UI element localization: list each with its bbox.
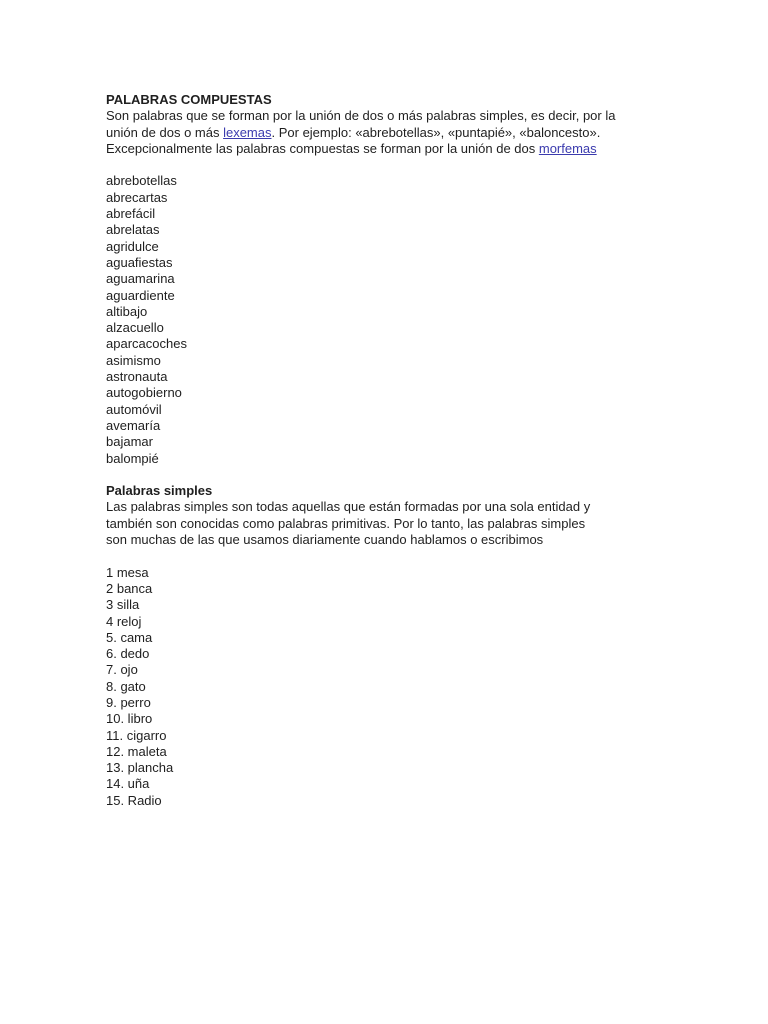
list-item: 5. cama — [106, 629, 153, 645]
list-item: abrefácil — [106, 206, 156, 222]
list-item: 14. uña — [106, 776, 150, 792]
compound-word-list — [106, 173, 662, 466]
list-item: 9. perro — [106, 694, 151, 710]
list-item: 6. dedo — [106, 646, 150, 662]
list-item: astronauta — [106, 369, 168, 385]
spacer — [106, 157, 662, 173]
list-item: avemaría — [106, 417, 161, 433]
section-title-compound: PALABRAS COMPUESTAS — [106, 92, 272, 107]
list-item: 2 banca — [106, 580, 153, 596]
list-item: 12. maleta — [106, 743, 167, 759]
intro-text: unión de dos o más — [106, 124, 224, 140]
list-item: 15. Radio — [106, 792, 162, 808]
compound-intro-line-1 — [106, 108, 662, 124]
list-item: aguafiestas — [106, 254, 173, 270]
list-item: balompié — [106, 450, 159, 466]
simple-intro-line-2: también son conocidas como palabras primitivas. Por lo tanto, las palabras simples — [106, 515, 586, 531]
spacer — [106, 467, 662, 483]
list-item: aparcacoches — [106, 336, 187, 352]
list-item: 8. gato — [106, 678, 146, 694]
simple-intro-line-3: son muchas de las que usamos diariamente cuando hablamos o escribimos — [106, 532, 544, 548]
compound-intro-line-2 — [106, 125, 662, 141]
list-item: autogobierno — [106, 385, 182, 401]
simple-word-list — [106, 565, 662, 809]
intro-text: . Por ejemplo: «abrebotellas», «puntapié», «baloncesto». — [271, 124, 601, 140]
list-item: alzacuello — [106, 320, 164, 336]
list-item: 1 mesa — [106, 564, 149, 580]
intro-text: Son palabras que se forman por la unión de dos o más palabras simples, es decir, por la — [106, 108, 616, 124]
list-item: aguamarina — [106, 271, 175, 287]
list-item: altibajo — [106, 303, 148, 319]
list-item: abrebotellas — [106, 173, 177, 189]
intro-text: Excepcionalmente las palabras compuestas se forman por la unión de dos — [106, 140, 539, 156]
list-item: agridulce — [106, 238, 159, 254]
list-item: 7. ojo — [106, 662, 138, 678]
list-item: 4 reloj — [106, 613, 142, 629]
list-item: abrecartas — [106, 189, 168, 205]
list-item: abrelatas — [106, 222, 160, 238]
list-item: bajamar — [106, 434, 153, 450]
list-item: aguardiente — [106, 287, 175, 303]
document-page — [106, 92, 662, 809]
list-item: 10. libro — [106, 711, 153, 727]
list-item: 11. cigarro — [106, 727, 167, 743]
list-item: automóvil — [106, 401, 162, 417]
spacer — [106, 548, 662, 564]
section-title-simple: Palabras simples — [106, 483, 213, 499]
compound-intro-line-3 — [106, 141, 662, 157]
list-item: 13. plancha — [106, 760, 174, 776]
link-lexemas[interactable]: lexemas — [223, 124, 272, 140]
list-item: asimismo — [106, 352, 161, 368]
link-morfemas[interactable]: morfemas — [538, 140, 597, 156]
simple-intro-line-1: Las palabras simples son todas aquellas que están formadas por una sola entidad y — [106, 499, 591, 515]
list-item: 3 silla — [106, 597, 140, 613]
